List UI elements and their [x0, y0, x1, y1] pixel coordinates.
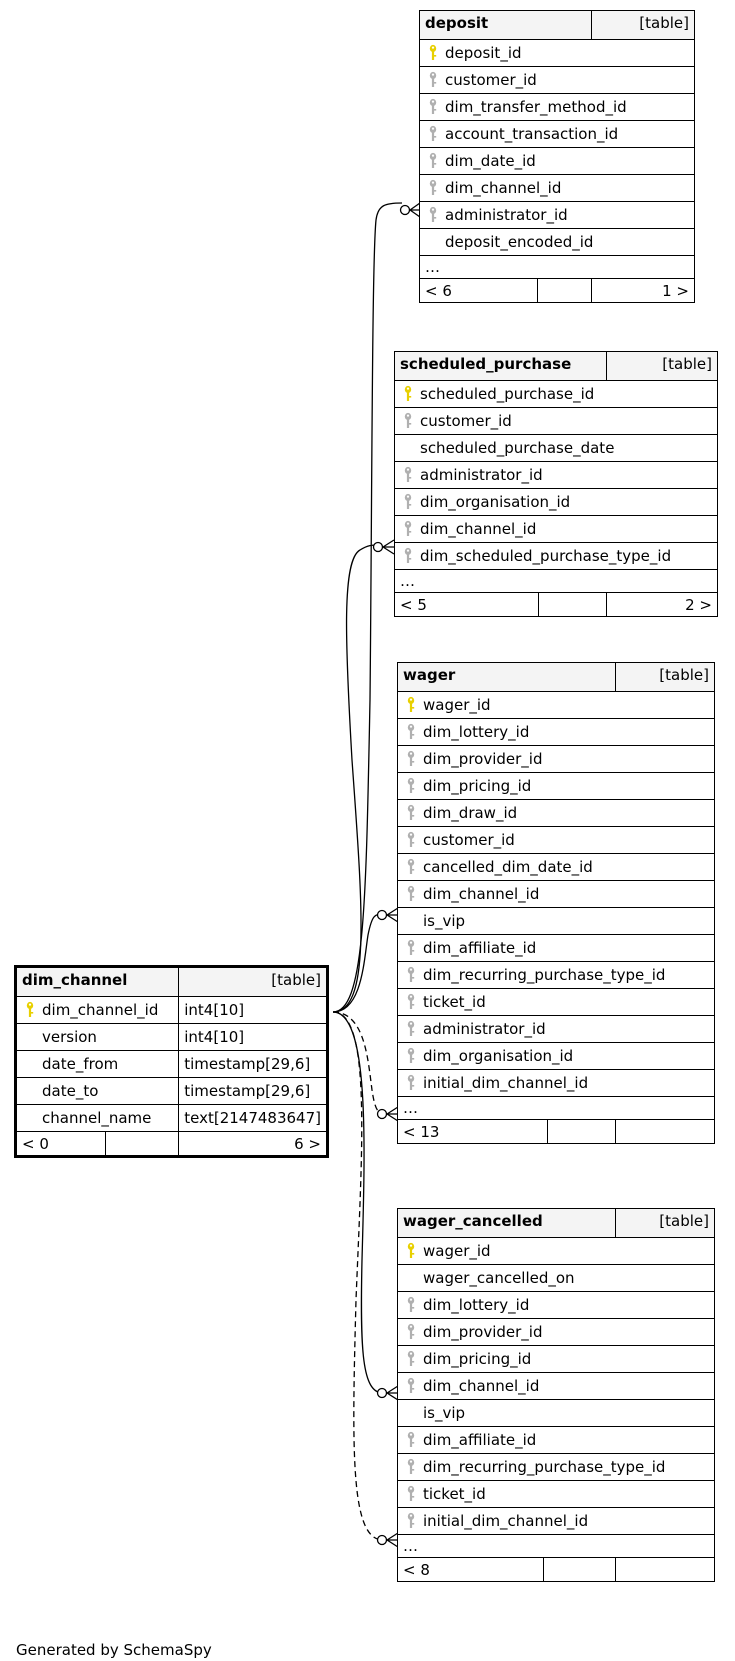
- column-cell: [398, 935, 715, 962]
- table-scheduled-purchase[interactable]: [394, 351, 718, 617]
- generated-by-caption: Generated by SchemaSpy: [16, 1641, 212, 1659]
- foreign-key-icon: [403, 1296, 419, 1314]
- column-name: initial_dim_channel_id: [423, 1511, 589, 1530]
- column-row[interactable]: [395, 462, 718, 489]
- table-type: [table]: [616, 1209, 715, 1238]
- column-name: deposit_id: [445, 43, 522, 62]
- column-row[interactable]: [395, 543, 718, 570]
- column-cell: [398, 827, 715, 854]
- column-name: dim_pricing_id: [423, 1349, 532, 1368]
- column-row[interactable]: [420, 229, 695, 256]
- column-name: wager_id: [423, 1241, 491, 1260]
- column-row[interactable]: [398, 1427, 715, 1454]
- children-count[interactable]: 6 >: [179, 1132, 327, 1156]
- marker-wager-cancelled: [378, 1389, 387, 1398]
- column-cell: [398, 773, 715, 800]
- column-name: dim_draw_id: [423, 803, 518, 822]
- column-cell: [420, 67, 695, 94]
- column-cell: [395, 543, 718, 570]
- foreign-key-icon: [400, 520, 416, 538]
- foreign-key-icon: [425, 71, 441, 89]
- column-row[interactable]: [398, 1373, 715, 1400]
- column-name: wager_cancelled_on: [423, 1269, 575, 1287]
- column-cell: [398, 1043, 715, 1070]
- column-name: is_vip: [423, 1404, 466, 1422]
- parents-count[interactable]: < 8: [398, 1558, 544, 1582]
- footer-spacer: [539, 593, 607, 617]
- column-cell: [398, 1481, 715, 1508]
- column-name: dim_channel_id: [445, 178, 562, 197]
- footer-spacer: [548, 1120, 616, 1144]
- edge-scheduled-purchase-dim-channel: [333, 545, 379, 1012]
- column-cell: [420, 94, 695, 121]
- column-row[interactable]: [420, 67, 695, 94]
- column-cell: [398, 989, 715, 1016]
- column-name: dim_recurring_purchase_type_id: [423, 965, 666, 984]
- column-row[interactable]: [395, 516, 718, 543]
- foreign-key-icon: [403, 1047, 419, 1065]
- foreign-key-icon: [425, 125, 441, 143]
- column-cell: [17, 1105, 179, 1132]
- column-row[interactable]: [395, 489, 718, 516]
- column-row[interactable]: [420, 40, 695, 67]
- parents-count[interactable]: < 6: [420, 279, 538, 303]
- children-count[interactable]: 1 >: [592, 279, 695, 303]
- children-count[interactable]: [616, 1120, 715, 1144]
- column-row[interactable]: [398, 1292, 715, 1319]
- foreign-key-icon: [403, 858, 419, 876]
- column-row[interactable]: [17, 1051, 327, 1078]
- foreign-key-icon: [403, 1350, 419, 1368]
- marker-wager-cancelled-initial: [378, 1536, 387, 1545]
- primary-key-icon: [403, 1242, 419, 1260]
- column-cell: [398, 692, 715, 719]
- foreign-key-icon: [403, 885, 419, 903]
- column-row[interactable]: [17, 1024, 327, 1051]
- table-wager-cancelled[interactable]: [397, 1208, 715, 1582]
- edge-wager-cancelled-initial-dim-channel: [333, 1012, 383, 1540]
- column-row[interactable]: [398, 1070, 715, 1097]
- table-title: scheduled_purchase: [400, 355, 572, 373]
- column-cell: [17, 1024, 179, 1051]
- column-cell: [398, 1346, 715, 1373]
- column-cell: [398, 1292, 715, 1319]
- column-name: version: [42, 1028, 97, 1046]
- column-row[interactable]: [398, 1481, 715, 1508]
- foreign-key-icon: [400, 493, 416, 511]
- column-name: dim_channel_id: [420, 519, 537, 538]
- parents-count[interactable]: < 5: [395, 593, 539, 617]
- column-name: scheduled_purchase_id: [420, 384, 595, 403]
- column-cell: [395, 408, 718, 435]
- column-row[interactable]: [420, 202, 695, 229]
- crow-scheduled-purchase: [383, 540, 394, 554]
- column-row[interactable]: [398, 1346, 715, 1373]
- column-row[interactable]: [398, 908, 715, 935]
- footer-spacer: [106, 1132, 179, 1156]
- column-name: administrator_id: [445, 205, 568, 224]
- foreign-key-icon: [403, 1431, 419, 1449]
- column-datatype: timestamp[29,6]: [179, 1078, 327, 1105]
- column-row[interactable]: [398, 1400, 715, 1427]
- foreign-key-icon: [425, 206, 441, 224]
- foreign-key-icon: [403, 1512, 419, 1530]
- foreign-key-icon: [403, 777, 419, 795]
- column-name: dim_date_id: [445, 151, 536, 170]
- column-name: dim_scheduled_purchase_type_id: [420, 546, 672, 565]
- foreign-key-icon: [400, 466, 416, 484]
- table-deposit[interactable]: [419, 10, 695, 303]
- column-name: initial_dim_channel_id: [423, 1073, 589, 1092]
- marker-scheduled-purchase: [374, 543, 383, 552]
- column-cell: [398, 908, 715, 935]
- table-type: [table]: [179, 968, 327, 997]
- column-cell: [395, 462, 718, 489]
- parents-count[interactable]: < 0: [17, 1132, 106, 1156]
- column-cell: [398, 1070, 715, 1097]
- column-row[interactable]: [420, 121, 695, 148]
- column-row[interactable]: [420, 175, 695, 202]
- column-name: channel_name: [42, 1109, 152, 1127]
- column-name: dim_organisation_id: [423, 1046, 574, 1065]
- column-cell: [398, 1238, 715, 1265]
- column-cell: [17, 1078, 179, 1105]
- column-row[interactable]: [17, 1105, 327, 1132]
- column-name: dim_lottery_id: [423, 1295, 530, 1314]
- column-datatype: text[2147483647]: [179, 1105, 327, 1132]
- column-cell: [398, 800, 715, 827]
- column-row[interactable]: [398, 989, 715, 1016]
- foreign-key-icon: [403, 993, 419, 1011]
- column-row[interactable]: [398, 800, 715, 827]
- column-row[interactable]: [398, 1508, 715, 1535]
- foreign-key-icon: [403, 1020, 419, 1038]
- column-name: customer_id: [423, 830, 515, 849]
- column-cell: [398, 719, 715, 746]
- column-datatype: int4[10]: [179, 1024, 327, 1051]
- column-name: dim_provider_id: [423, 1322, 543, 1341]
- column-row[interactable]: [398, 1454, 715, 1481]
- column-name: ticket_id: [423, 992, 486, 1011]
- column-row[interactable]: [398, 773, 715, 800]
- column-name: dim_channel_id: [42, 1000, 159, 1019]
- column-name: dim_lottery_id: [423, 722, 530, 741]
- edge-wager-cancelled-dim-channel: [333, 1012, 383, 1393]
- foreign-key-icon: [425, 152, 441, 170]
- column-row[interactable]: [398, 746, 715, 773]
- column-cell: [398, 746, 715, 773]
- more-columns[interactable]: …: [395, 570, 718, 593]
- table-dim-channel[interactable]: [16, 967, 327, 1156]
- column-cell: [398, 962, 715, 989]
- column-cell: [398, 854, 715, 881]
- edge-deposit-dim-channel: [333, 203, 402, 1012]
- table-title: dim_channel: [22, 971, 128, 989]
- foreign-key-icon: [403, 966, 419, 984]
- column-name: dim_affiliate_id: [423, 1430, 537, 1449]
- more-columns[interactable]: …: [398, 1535, 715, 1558]
- column-cell: [398, 1454, 715, 1481]
- column-name: administrator_id: [420, 465, 543, 484]
- edge-wager-initial-dim-channel: [333, 1012, 383, 1113]
- column-name: scheduled_purchase_date: [420, 439, 615, 457]
- column-cell: [420, 121, 695, 148]
- foreign-key-icon: [425, 98, 441, 116]
- column-cell: [398, 1265, 715, 1292]
- column-name: ticket_id: [423, 1484, 486, 1503]
- primary-key-icon: [22, 1001, 38, 1019]
- foreign-key-icon: [403, 1377, 419, 1395]
- column-name: dim_channel_id: [423, 884, 540, 903]
- column-cell: [398, 1427, 715, 1454]
- column-cell: [420, 229, 695, 256]
- column-row[interactable]: [398, 1265, 715, 1292]
- column-cell: [395, 489, 718, 516]
- column-name: dim_recurring_purchase_type_id: [423, 1457, 666, 1476]
- column-name: dim_organisation_id: [420, 492, 571, 511]
- column-row[interactable]: [395, 408, 718, 435]
- foreign-key-icon: [403, 1323, 419, 1341]
- primary-key-icon: [425, 44, 441, 62]
- foreign-key-icon: [403, 1074, 419, 1092]
- column-name: dim_affiliate_id: [423, 938, 537, 957]
- column-name: account_transaction_id: [445, 124, 619, 143]
- column-row[interactable]: [398, 827, 715, 854]
- column-cell: [395, 381, 718, 408]
- column-name: dim_channel_id: [423, 1376, 540, 1395]
- children-count[interactable]: 2 >: [607, 593, 718, 617]
- table-type: [table]: [592, 11, 695, 40]
- column-name: date_to: [42, 1082, 99, 1100]
- table-title: wager_cancelled: [403, 1212, 543, 1230]
- column-datatype: timestamp[29,6]: [179, 1051, 327, 1078]
- more-columns[interactable]: …: [398, 1097, 715, 1120]
- column-name: administrator_id: [423, 1019, 546, 1038]
- column-name: dim_transfer_method_id: [445, 97, 627, 116]
- column-cell: [398, 881, 715, 908]
- column-cell: [398, 1400, 715, 1427]
- column-cell: [17, 1051, 179, 1078]
- footer-spacer: [538, 279, 592, 303]
- marker-wager-initial: [378, 1110, 387, 1119]
- column-row[interactable]: [398, 935, 715, 962]
- foreign-key-icon: [403, 1485, 419, 1503]
- column-name: is_vip: [423, 912, 466, 930]
- column-row[interactable]: [395, 381, 718, 408]
- table-wager[interactable]: [397, 662, 715, 1144]
- column-row[interactable]: [398, 1043, 715, 1070]
- foreign-key-icon: [425, 179, 441, 197]
- column-name: deposit_encoded_id: [445, 233, 594, 251]
- column-name: date_from: [42, 1055, 119, 1073]
- column-cell: [395, 435, 718, 462]
- foreign-key-icon: [403, 723, 419, 741]
- column-cell: [398, 1373, 715, 1400]
- column-cell: [398, 1016, 715, 1043]
- column-cell: [420, 202, 695, 229]
- foreign-key-icon: [400, 412, 416, 430]
- children-count[interactable]: [616, 1558, 715, 1582]
- marker-wager: [378, 911, 387, 920]
- column-datatype: int4[10]: [179, 997, 327, 1024]
- column-row[interactable]: [398, 1016, 715, 1043]
- table-type: [table]: [616, 663, 715, 692]
- column-row[interactable]: [398, 1238, 715, 1265]
- table-title: wager: [403, 666, 456, 684]
- foreign-key-icon: [400, 547, 416, 565]
- parents-count[interactable]: < 13: [398, 1120, 548, 1144]
- column-name: customer_id: [420, 411, 512, 430]
- column-name: wager_id: [423, 695, 491, 714]
- column-cell: [420, 175, 695, 202]
- column-name: cancelled_dim_date_id: [423, 857, 593, 876]
- marker-deposit: [401, 206, 410, 215]
- table-type: [table]: [607, 352, 718, 381]
- foreign-key-icon: [403, 939, 419, 957]
- column-name: customer_id: [445, 70, 537, 89]
- column-cell: [420, 40, 695, 67]
- column-cell: [398, 1319, 715, 1346]
- column-name: dim_pricing_id: [423, 776, 532, 795]
- column-row[interactable]: [398, 881, 715, 908]
- column-cell: [17, 997, 179, 1024]
- table-title: deposit: [425, 14, 489, 32]
- foreign-key-icon: [403, 831, 419, 849]
- column-row[interactable]: [398, 692, 715, 719]
- column-row[interactable]: [17, 997, 327, 1024]
- column-row[interactable]: [398, 962, 715, 989]
- footer-spacer: [544, 1558, 616, 1582]
- foreign-key-icon: [403, 804, 419, 822]
- primary-key-icon: [400, 385, 416, 403]
- column-name: dim_provider_id: [423, 749, 543, 768]
- column-row[interactable]: [398, 1319, 715, 1346]
- column-cell: [395, 516, 718, 543]
- column-row[interactable]: [398, 719, 715, 746]
- column-cell: [398, 1508, 715, 1535]
- primary-key-icon: [403, 696, 419, 714]
- foreign-key-icon: [403, 1458, 419, 1476]
- column-row[interactable]: [420, 94, 695, 121]
- more-columns[interactable]: …: [420, 256, 695, 279]
- column-row[interactable]: [420, 148, 695, 175]
- column-row[interactable]: [398, 854, 715, 881]
- column-row[interactable]: [395, 435, 718, 462]
- column-row[interactable]: [17, 1078, 327, 1105]
- foreign-key-icon: [403, 750, 419, 768]
- column-cell: [420, 148, 695, 175]
